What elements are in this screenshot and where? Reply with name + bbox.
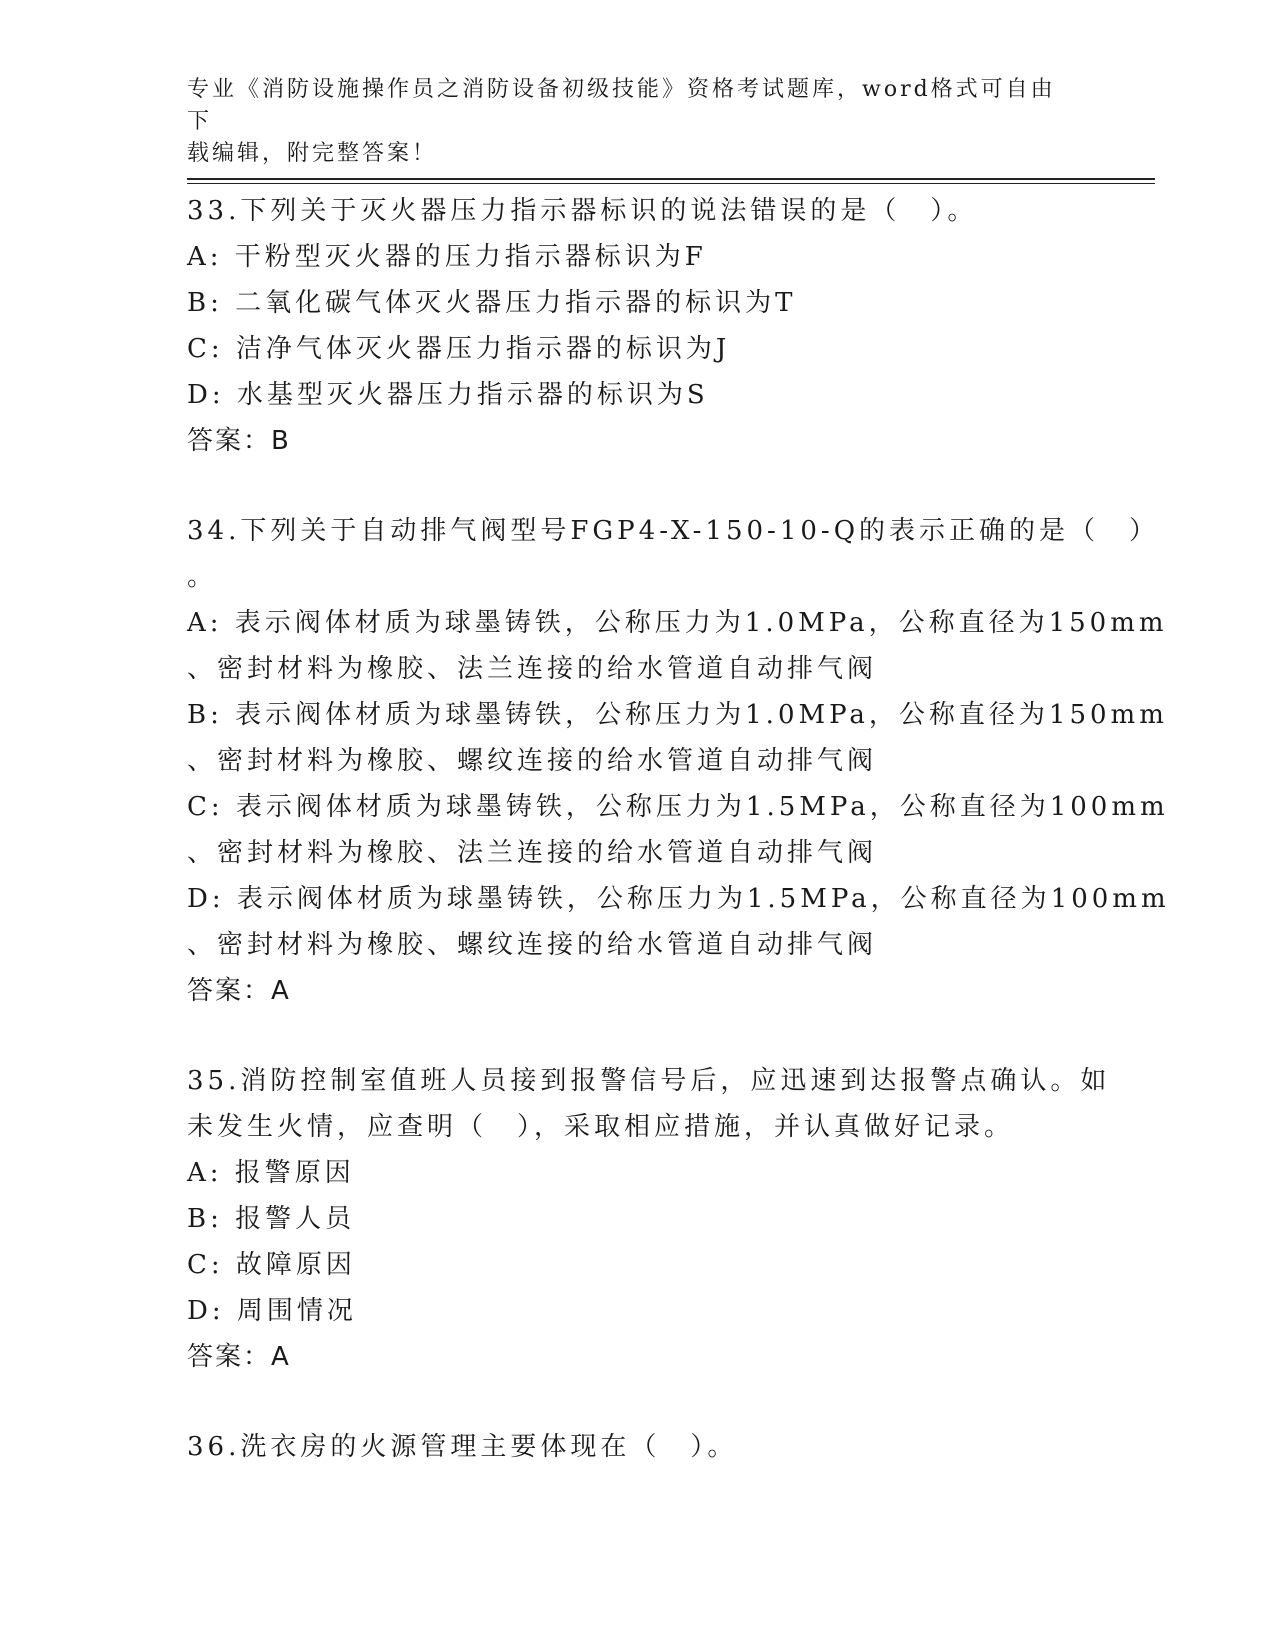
answer-option: C: 故障原因 (187, 1250, 356, 1280)
answer-option: D: 周围情况 (187, 1296, 357, 1326)
question-stem: 。 (187, 562, 218, 592)
answer-option: 、密封材料为橡胶、法兰连接的给水管道自动排气阀 (187, 838, 878, 868)
header-line-2: 载编辑，附完整答案！ (187, 141, 438, 166)
answer-option: C: 洁净气体灭火器压力指示器的标识为J (187, 334, 731, 364)
question-block (187, 1424, 1087, 1470)
answer-option: B: 二氧化碳气体灭火器压力指示器的标识为T (187, 288, 797, 318)
question-block (187, 188, 1087, 464)
answer-option: D: 表示阀体材质为球墨铸铁，公称压力为1.5MPa，公称直径为100mm (187, 884, 1170, 914)
question-spacer (187, 464, 1087, 508)
document-header (187, 74, 1077, 170)
answer-option: A: 表示阀体材质为球墨铸铁，公称压力为1.0MPa，公称直径为150mm (187, 608, 1168, 638)
correct-answer: 答案：A (187, 976, 291, 1006)
answer-option: A: 干粉型灭火器的压力指示器标识为F (187, 242, 707, 272)
header-divider-thick (187, 178, 1155, 180)
question-block (187, 508, 1170, 1014)
answer-option: D: 水基型灭火器压力指示器的标识为S (187, 380, 709, 410)
correct-answer: 答案：B (187, 426, 291, 456)
answer-option: 、密封材料为橡胶、螺纹连接的给水管道自动排气阀 (187, 746, 878, 776)
question-stem: 36.洗衣房的火源管理主要体现在（ ）。 (187, 1432, 738, 1462)
correct-answer: 答案：A (187, 1342, 291, 1372)
answer-option: 、密封材料为橡胶、法兰连接的给水管道自动排气阀 (187, 654, 878, 684)
answer-option: 、密封材料为橡胶、螺纹连接的给水管道自动排气阀 (187, 930, 878, 960)
question-stem: 34.下列关于自动排气阀型号FGP4-X-150-10-Q的表示正确的是（ ） (187, 516, 1160, 546)
answer-option: C: 表示阀体材质为球墨铸铁，公称压力为1.5MPa，公称直径为100mm (187, 792, 1169, 822)
header-divider-thin (187, 183, 1155, 184)
answer-option: A: 报警原因 (187, 1158, 355, 1188)
question-list (187, 188, 1170, 1470)
answer-option: B: 报警人员 (187, 1204, 356, 1234)
question-stem: 33.下列关于灭火器压力指示器标识的说法错误的是（ ）。 (187, 196, 978, 226)
question-stem: 未发生火情，应查明（ ），采取相应措施，并认真做好记录。 (187, 1112, 1015, 1142)
question-stem: 35.消防控制室值班人员接到报警信号后，应迅速到达报警点确认。如 (187, 1066, 1111, 1096)
question-spacer (187, 1014, 1087, 1058)
question-spacer (187, 1380, 1087, 1424)
answer-option: B: 表示阀体材质为球墨铸铁，公称压力为1.0MPa，公称直径为150mm (187, 700, 1168, 730)
header-line-1: 专业《消防设施操作员之消防设备初级技能》资格考试题库，word格式可自由下 (187, 77, 1056, 134)
question-block (187, 1058, 1111, 1380)
